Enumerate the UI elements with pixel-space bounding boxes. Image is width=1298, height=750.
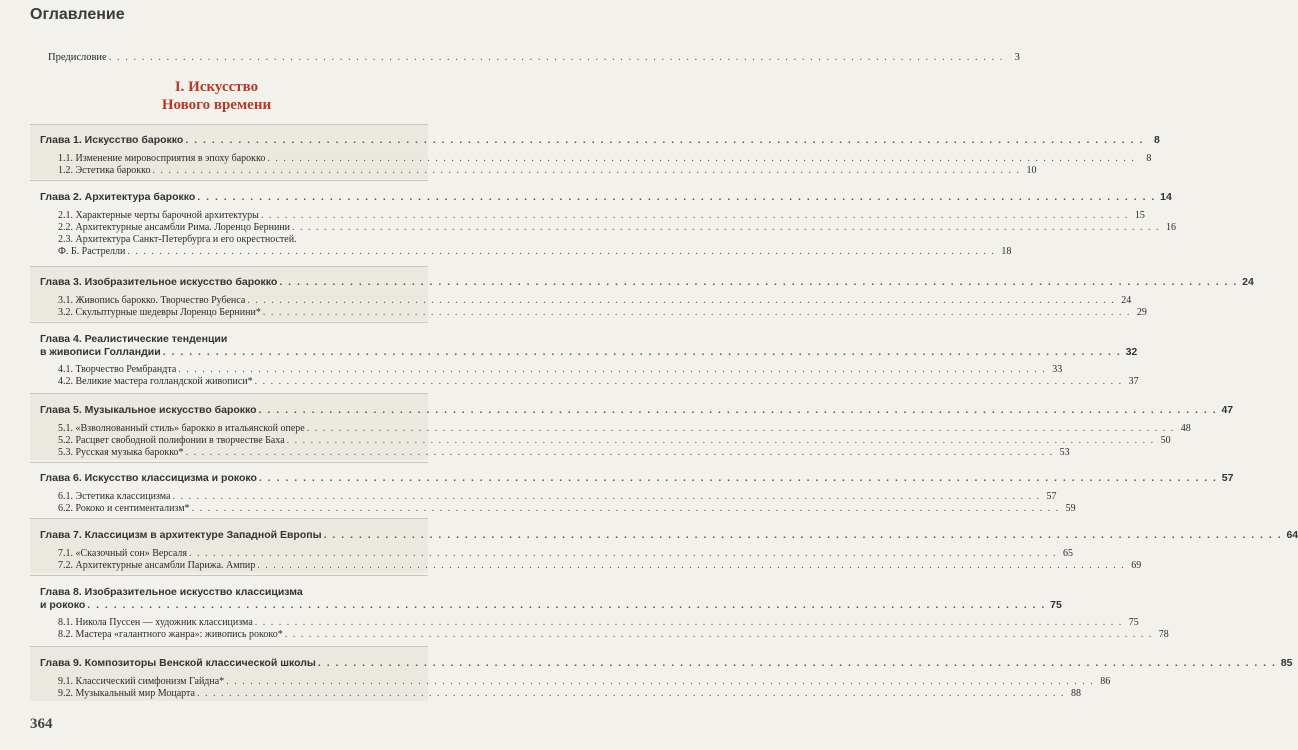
section-label: 3.2. Скульптурные шедевры Лоренцо Бернини* [58, 307, 261, 318]
section-label: 4.2. Великие мастера голландской живописи* [58, 376, 253, 387]
chapter-divider [30, 462, 428, 463]
entry-label: Предисловие [48, 52, 107, 63]
leader-dots [178, 364, 1046, 376]
section-label: 8.2. Мастера «галантного жанра»: живопись рококо* [58, 629, 283, 640]
leader-dots [285, 629, 1153, 641]
entry-page: 8 [1146, 153, 1152, 164]
leader-dots [287, 435, 1155, 447]
leader-dots [197, 191, 1156, 203]
part-title-line1: I. Искусство [174, 79, 259, 95]
entry-page: 29 [1136, 307, 1147, 318]
leader-dots [279, 276, 1238, 288]
section-5-2[interactable] [58, 435, 1171, 447]
entry-page: 85 [1280, 657, 1293, 669]
section-label: 8.1. Никола Пуссен — художник классицизма [58, 617, 253, 628]
section-7-1[interactable] [58, 548, 1073, 560]
entry-page: 18 [1001, 246, 1012, 257]
section-2-1[interactable] [58, 210, 1145, 222]
section-label: 9.2. Музыкальный мир Моцарта [58, 688, 195, 699]
section-label: 6.1. Эстетика классицизма [58, 491, 171, 502]
toc-entry-preface[interactable] [48, 52, 1020, 64]
entry-page: 75 [1128, 617, 1139, 628]
chapter-5-entry[interactable] [40, 404, 1234, 416]
leader-dots [163, 346, 1122, 358]
entry-page: 78 [1158, 629, 1169, 640]
section-2-3-line1[interactable]: 2.3. Архитектура Санкт-Петербурга и его окрестностей. [58, 234, 297, 245]
chapter-8-entry[interactable] [40, 599, 1062, 611]
section-label: Ф. Б. Растрелли [58, 246, 126, 257]
chapter-3-entry[interactable] [40, 276, 1254, 288]
chapter-4-title-line1[interactable]: Глава 4. Реалистические тенденции [40, 333, 228, 345]
section-8-1[interactable] [58, 617, 1139, 629]
chapter-1-entry[interactable] [40, 134, 1160, 146]
leader-dots [186, 447, 1054, 459]
section-7-2[interactable] [58, 560, 1142, 572]
entry-page: 65 [1062, 548, 1073, 559]
leader-dots [324, 529, 1283, 541]
section-label: 2.1. Характерные черты барочной архитектуры [58, 210, 259, 221]
entry-page: 37 [1128, 376, 1139, 387]
leader-dots [152, 165, 1020, 177]
section-label: 2.2. Архитектурные ансамбли Рима. Лоренцо Бернини [58, 222, 291, 233]
chapter-4-entry[interactable] [40, 346, 1138, 358]
entry-page: 57 [1046, 491, 1057, 502]
entry-page: 8 [1154, 134, 1160, 146]
section-label: 1.2. Эстетика барокко [58, 165, 151, 176]
section-label: 5.1. «Взволнованный стиль» барокко в итальянской опере [58, 423, 305, 434]
chapter-8-title-line1[interactable]: Глава 8. Изобразительное искусство классицизма [40, 586, 303, 598]
entry-page: 50 [1160, 435, 1171, 446]
leader-dots [192, 503, 1060, 515]
part-title-line2: Нового времени [161, 97, 272, 113]
entry-page: 69 [1131, 560, 1142, 571]
chapter-title: Глава 9. Композиторы Венской классической школы [40, 657, 316, 669]
section-label: 7.1. «Сказочный сон» Версаля [58, 548, 187, 559]
section-4-1[interactable] [58, 364, 1063, 376]
chapter-9-entry[interactable] [40, 657, 1293, 669]
leader-dots [255, 617, 1123, 629]
entry-page: 75 [1050, 599, 1062, 611]
section-label: 6.2. Рококо и сентиментализм* [58, 503, 190, 514]
chapter-2-entry[interactable] [40, 191, 1172, 203]
entry-page: 3 [1014, 52, 1020, 63]
chapter-title: в живописи Голландии [40, 346, 161, 358]
leader-dots [267, 153, 1135, 165]
chapter-title: Глава 2. Архитектура барокко [40, 191, 196, 203]
section-label: 5.3. Русская музыка барокко* [58, 447, 184, 458]
leader-dots [172, 491, 1040, 503]
entry-page: 86 [1100, 676, 1111, 687]
section-1-1[interactable] [58, 153, 1152, 165]
section-2-2[interactable] [58, 222, 1177, 234]
leader-dots [259, 404, 1218, 416]
entry-page: 88 [1070, 688, 1081, 699]
entry-page: 32 [1125, 346, 1138, 358]
entry-page: 59 [1065, 503, 1076, 514]
section-label: 9.1. Классический симфонизм Гайдна* [58, 676, 225, 687]
section-label: 7.2. Архитектурные ансамбли Парижа. Ампир [58, 560, 256, 571]
entry-page: 14 [1160, 191, 1172, 203]
leader-dots [109, 52, 1004, 64]
chapter-title: и рококо [40, 599, 86, 611]
leader-dots [307, 423, 1175, 435]
leader-dots [257, 560, 1125, 572]
entry-page: 10 [1026, 165, 1037, 176]
section-1-2[interactable] [58, 165, 1037, 177]
chapter-title: Глава 6. Искусство классицизма и рококо [40, 472, 257, 484]
leader-dots [87, 599, 1046, 611]
leader-dots [247, 295, 1115, 307]
section-label: 1.1. Изменение мировосприятия в эпоху барокко [58, 153, 266, 164]
section-4-2[interactable] [58, 376, 1139, 388]
entry-page: 15 [1134, 210, 1145, 221]
chapter-title: Глава 3. Изобразительное искусство барокко [40, 276, 278, 288]
leader-dots [255, 376, 1123, 388]
leader-dots [318, 657, 1277, 669]
section-9-2[interactable] [58, 688, 1081, 700]
chapter-title: Глава 5. Музыкальное искусство барокко [40, 404, 257, 416]
entry-page: 24 [1121, 295, 1132, 306]
entry-page: 24 [1242, 276, 1254, 288]
section-2-3[interactable] [58, 246, 1012, 258]
entry-page: 57 [1221, 472, 1234, 484]
entry-page: 16 [1166, 222, 1177, 233]
chapter-6-entry[interactable] [40, 472, 1234, 484]
section-5-1[interactable] [58, 423, 1191, 435]
section-3-2[interactable] [58, 307, 1147, 319]
section-6-2[interactable] [58, 503, 1076, 515]
section-label: 5.2. Расцвет свободной полифонии в творчестве Баха [58, 435, 285, 446]
leader-dots [292, 222, 1160, 234]
leader-dots [197, 688, 1065, 700]
chapter-divider [30, 575, 428, 576]
chapter-divider [30, 322, 428, 323]
entry-page: 33 [1052, 364, 1063, 375]
leader-dots [261, 210, 1129, 222]
page-number: 364 [30, 716, 53, 732]
leader-dots [127, 246, 995, 258]
chapter-7-entry[interactable] [40, 529, 1298, 541]
leader-dots [259, 472, 1218, 484]
section-label: 4.1. Творчество Рембрандта [58, 364, 177, 375]
section-label: 3.1. Живопись барокко. Творчество Рубенса [58, 295, 246, 306]
section-8-2[interactable] [58, 629, 1169, 641]
chapter-divider [30, 180, 428, 181]
leader-dots [189, 548, 1057, 560]
section-3-1[interactable] [58, 295, 1132, 307]
entry-page: 48 [1180, 423, 1191, 434]
leader-dots [185, 134, 1144, 146]
leader-dots [226, 676, 1094, 688]
entry-page: 64 [1286, 529, 1298, 541]
entry-page: 47 [1221, 404, 1234, 416]
section-9-1[interactable] [58, 676, 1111, 688]
entry-page: 53 [1059, 447, 1070, 458]
section-6-1[interactable] [58, 491, 1057, 503]
toc-title: Оглавление [30, 6, 125, 23]
chapter-title: Глава 7. Классицизм в архитектуре Западной Европы [40, 529, 322, 541]
leader-dots [263, 307, 1131, 319]
section-5-3[interactable] [58, 447, 1070, 459]
chapter-title: Глава 1. Искусство барокко [40, 134, 184, 146]
